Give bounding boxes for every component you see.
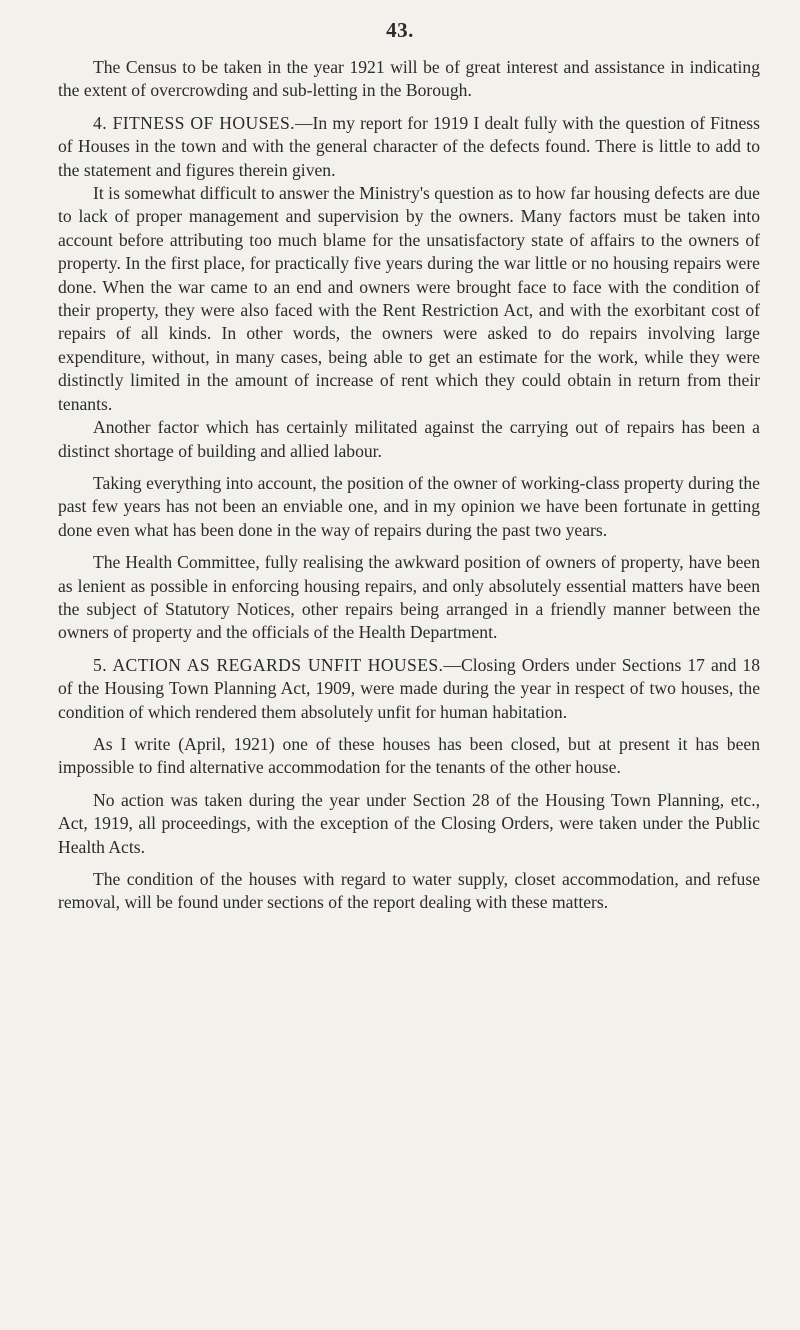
paragraph-text: As I write (April, 1921) one of these houses has been closed, but at present it has been impossible to find alternative accommodation for the tenants of the other house.	[58, 733, 760, 778]
paragraph-section-28	[58, 789, 760, 859]
section-heading-fitness: 4. FITNESS OF HOUSES.	[93, 112, 295, 133]
paragraph-closed-house	[58, 733, 760, 780]
section-heading-unfit: 5. ACTION AS REGARDS UNFIT HOUSES.	[93, 654, 444, 675]
paragraph-text: Another factor which has certainly militated against the carrying out of repairs has been a distinct shortage of building and allied labour.	[58, 417, 760, 461]
paragraph-health-committee	[58, 551, 760, 645]
paragraph-unfit-houses	[58, 654, 760, 724]
page-number: 43.	[386, 18, 414, 42]
paragraph-text: The Census to be taken in the year 1921 will be of great interest and assistance in indicating the extent of overcrowding and sub-letting in the Borough.	[58, 57, 760, 101]
report-text	[58, 56, 760, 924]
paragraph-text: The condition of the houses with regard to water supply, closet accommodation, and refuse removal, will be found under sections of the report dealing with these matters.	[58, 869, 760, 913]
paragraph-text: Taking everything into account, the position of the owner of working-class property during the past few years has not been an enviable one, and in my opinion we have been fortunate in getting done even what has been done in the way of repairs during the past two years.	[58, 472, 760, 540]
paragraph-labour-shortage	[58, 416, 760, 463]
paragraph-fitness-of-houses	[58, 112, 760, 182]
paragraph-text: —In my report for 1919 I dealt fully with the question of Fitness of Houses in the town and with the general character of the defects found. There is little to add to the statement and figures therein given.	[58, 112, 760, 180]
paragraph-text: —Closing Orders under Sections 17 and 18 of the Housing Town Planning Act, 1909, were made during the year in respect of two houses, the condition of which rendered them absolutely unfit for human habitation.	[58, 654, 760, 722]
paragraph-text: No action was taken during the year under Section 28 of the Housing Town Planning, etc., Act, 1919, all proceedings, with the exception of the Closing Orders, were taken under the Public Health Acts.	[58, 789, 760, 857]
paragraph-ministry-question	[58, 182, 760, 416]
paragraph-census	[58, 56, 760, 103]
paragraph-owner-position	[58, 472, 760, 542]
paragraph-text: It is somewhat difficult to answer the Ministry's question as to how far housing defects are due to lack of proper management and supervision by the owners. Many factors must be taken into account before attributing too much blame for the unsatisfactory state of affairs to the owners of property. In the first place, for practically five years during the war little or no housing repairs were done. When the war came to an end and owners were brought face to face with the condition of their property, they were also faced with the Rent Restriction Act, and with the exorbitant cost of repairs of all kinds. In other words, the owners were asked to do repairs involving large expenditure, without, in many cases, being able to get an estimate for the work, while they were distinctly limited in the amount of increase of rent which they could obtain in return from their tenants.	[58, 183, 760, 414]
paragraph-text: The Health Committee, fully realising the awkward position of owners of property, have been as lenient as possible in enforcing housing repairs, and only absolutely essential matters have been the subject of Statutory Notices, other repairs being arranged in a friendly manner between the owners of property and the officials of the Health Department.	[58, 552, 760, 643]
paragraph-water-supply	[58, 868, 760, 915]
